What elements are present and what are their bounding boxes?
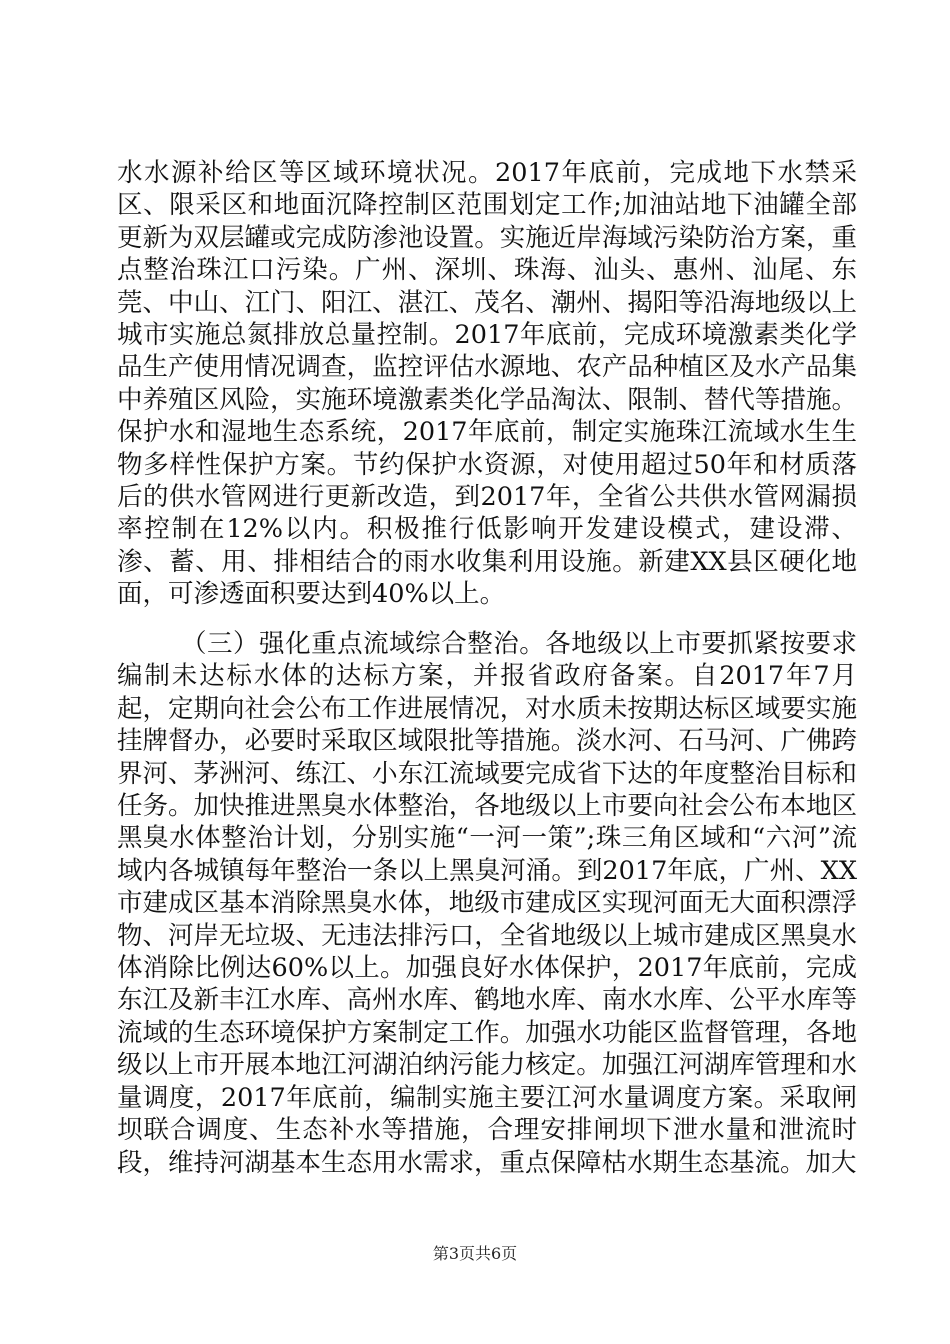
paragraph-2: （三）强化重点流域综合整治。各地级以上市要抓紧按要求编制未达标水体的达标方案，并报省政府备案。自2017年7月起，定期向社会公布工作进展情况，对水质未按期达标区域要实施挂牌督办，必要时采取区域限批等措施。淡水河、石马河、广佛跨界河、茅洲河、练江、小东江流域要完成省下达的年度整治目标和任务。加快推进黑臭水体整治，各地级以上市要向社会公布本地区黑臭水体整治计划，分别实施“一河一策”;珠三角区域和“六河”流域内各城镇每年整治一条以上黑臭河涌。到2017年底，广州、XX市建成区基本消除黑臭水体，地级市建成区实现河面无大面积漂浮物、河岸无垃圾、无违法排污口，全省地级以上城市建成区黑臭水体消除比例达60%以上。加强良好水体保护，2017年底前，完成东江及新丰江水库、高州水库、鹤地水库、南水水库、公平水库等流域的生态环境保护方案制定工作。加强水功能区监督管理，各地级以上市开展本地江河湖泊纳污能力核定。加强江河湖库管理和水量调度，2017年底前，编制实施主要江河水量调度方案。采取闸坝联合调度、生态补水等措施，合理安排闸坝下泄水量和泄流时段，维持河湖基本生态用水需求，重点保障枯水期生态基流。加大	[117, 629, 857, 1178]
paragraph-1: 水水源补给区等区域环境状况。2017年底前，完成地下水禁采区、限采区和地面沉降控制区范围划定工作;加油站地下油罐全部更新为双层罐或完成防渗池设置。实施近岸海域污染防治方案，重点整治珠江口污染。广州、深圳、珠海、汕头、惠州、汕尾、东莞、中山、江门、阳江、湛江、茂名、潮州、揭阳等沿海地级以上城市实施总氮排放总量控制。2017年底前，完成环境激素类化学品生产使用情况调查，监控评估水源地、农产品种植区及水产品集中养殖区风险，实施环境激素类化学品淘汰、限制、替代等措施。保护水和湿地生态系统，2017年底前，制定实施珠江流域水生生物多样性保护方案。节约保护水资源，对使用超过50年和材质落后的供水管网进行更新改造，到2017年，全省公共供水管网漏损率控制在12%以内。积极推行低影响开发建设模式，建设滞、渗、蓄、用、排相结合的雨水收集利用设施。新建XX县区硬化地面，可渗透面积要达到40%以上。	[117, 158, 857, 610]
page-footer	[0, 1244, 950, 1264]
page-number-current: 第3页	[432, 1244, 475, 1263]
page-number-total: 共6页	[475, 1244, 518, 1263]
